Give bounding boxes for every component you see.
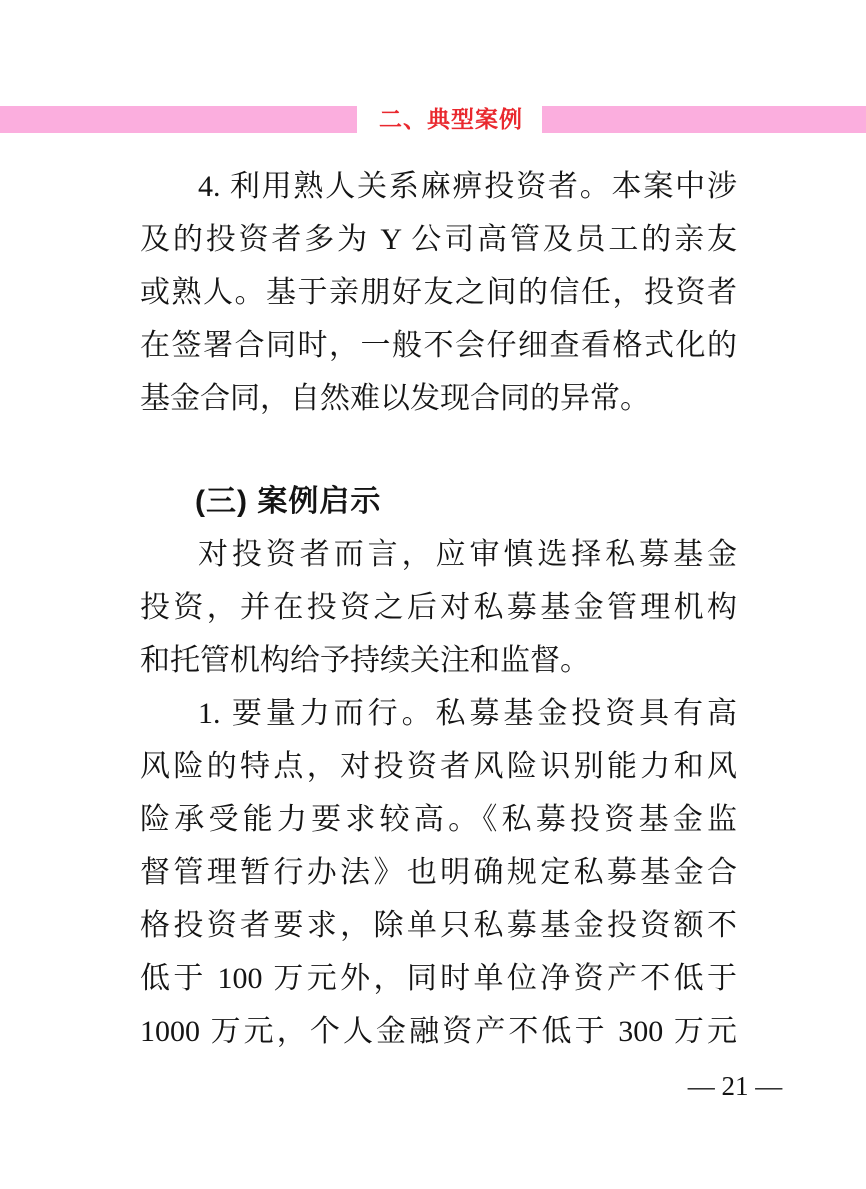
text-line: 督管理暂行办法》也明确规定私募基金合 (140, 856, 737, 889)
header-bar-left (0, 106, 357, 133)
text-line: 险承受能力要求较高。《私募投资基金监 (140, 803, 737, 836)
section-heading: (三) 案例启示 (195, 485, 382, 518)
text-line: 1. 要量力而行。私募基金投资具有高 (198, 697, 737, 730)
text-line: 及的投资者多为 Y 公司高管及员工的亲友 (140, 223, 737, 256)
text-line: 1000 万元，个人金融资产不低于 300 万元 (140, 1015, 737, 1048)
paragraph (140, 687, 737, 1058)
text-line: 对投资者而言，应审慎选择私募基金 (198, 538, 737, 571)
chapter-header (0, 106, 866, 133)
text-line: 或熟人。基于亲朋好友之间的信任，投资者 (140, 276, 737, 309)
text-line: 在签署合同时，一般不会仔细查看格式化的 (140, 329, 737, 362)
header-bar-right (542, 106, 866, 133)
page-body (140, 160, 737, 1058)
paragraph (140, 160, 737, 425)
text-line: 格投资者要求，除单只私募基金投资额不 (140, 909, 737, 942)
text-line: 4. 利用熟人关系麻痹投资者。本案中涉 (198, 170, 737, 203)
text-line: 投资，并在投资之后对私募基金管理机构 (140, 591, 737, 624)
text-line: 和托管机构给予持续关注和监督。 (140, 644, 590, 677)
text-line: 基金合同，自然难以发现合同的异常。 (140, 382, 650, 415)
page-number: — 21 — (687, 1071, 783, 1101)
text-line: 风险的特点，对投资者风险识别能力和风 (140, 750, 737, 783)
text-line: 低于 100 万元外，同时单位净资产不低于 (140, 962, 737, 995)
paragraph (140, 528, 737, 687)
chapter-title: 二、典型案例 (379, 106, 523, 132)
